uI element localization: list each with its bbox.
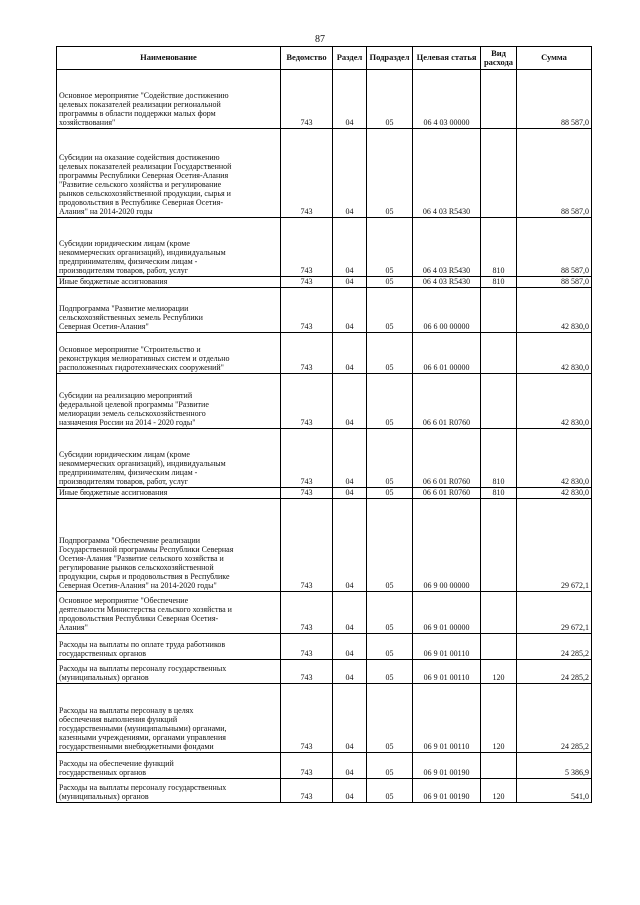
cell-name: Субсидии юридическим лицам (кроме некоммерческих организаций), индивидуальным предпринимателям, физическим лицам - производителям товаров, работ, услуг bbox=[57, 429, 281, 488]
cell-target-item: 06 9 01 00110 bbox=[413, 684, 481, 753]
cell-amount: 24 285,2 bbox=[517, 684, 592, 753]
cell-target-item: 06 9 00 00000 bbox=[413, 499, 481, 592]
cell-section: 04 bbox=[333, 660, 367, 684]
cell-amount: 24 285,2 bbox=[517, 660, 592, 684]
header-expense-type: Вид расхода bbox=[481, 47, 517, 70]
cell-target-item: 06 9 01 00000 bbox=[413, 592, 481, 634]
cell-section: 04 bbox=[333, 277, 367, 288]
cell-name: Субсидии на реализацию мероприятий федеральной целевой программы "Развитие мелиорации земель сельскохозяйственного назначения России на 2014 - 2020 годы" bbox=[57, 374, 281, 429]
cell-expense-type bbox=[481, 129, 517, 218]
cell-subsection: 05 bbox=[367, 70, 413, 129]
table-row bbox=[57, 218, 592, 277]
cell-section: 04 bbox=[333, 70, 367, 129]
table-body bbox=[57, 70, 592, 803]
cell-section: 04 bbox=[333, 592, 367, 634]
cell-amount: 42 830,0 bbox=[517, 333, 592, 374]
cell-section: 04 bbox=[333, 488, 367, 499]
cell-subsection: 05 bbox=[367, 374, 413, 429]
cell-subsection: 05 bbox=[367, 779, 413, 803]
cell-section: 04 bbox=[333, 684, 367, 753]
header-section: Раздел bbox=[333, 47, 367, 70]
cell-target-item: 06 9 01 00110 bbox=[413, 660, 481, 684]
cell-target-item: 06 6 01 R0760 bbox=[413, 429, 481, 488]
header-row bbox=[57, 47, 592, 70]
cell-expense-type: 120 bbox=[481, 684, 517, 753]
cell-subsection: 05 bbox=[367, 499, 413, 592]
cell-amount: 88 587,0 bbox=[517, 218, 592, 277]
cell-expense-type: 810 bbox=[481, 429, 517, 488]
cell-department: 743 bbox=[281, 218, 333, 277]
cell-target-item: 06 4 03 00000 bbox=[413, 70, 481, 129]
cell-target-item: 06 9 01 00190 bbox=[413, 779, 481, 803]
table-row bbox=[57, 779, 592, 803]
table-row bbox=[57, 488, 592, 499]
cell-target-item: 06 6 01 R0760 bbox=[413, 374, 481, 429]
cell-department: 743 bbox=[281, 499, 333, 592]
cell-target-item: 06 9 01 00110 bbox=[413, 634, 481, 660]
cell-section: 04 bbox=[333, 129, 367, 218]
header-name: Наименование bbox=[57, 47, 281, 70]
cell-subsection: 05 bbox=[367, 753, 413, 779]
cell-expense-type bbox=[481, 333, 517, 374]
table-row bbox=[57, 374, 592, 429]
header-subsection: Подраздел bbox=[367, 47, 413, 70]
cell-amount: 42 830,0 bbox=[517, 288, 592, 333]
cell-name: Расходы на выплаты персоналу государственных (муниципальных) органов bbox=[57, 660, 281, 684]
cell-department: 743 bbox=[281, 660, 333, 684]
cell-name: Иные бюджетные ассигнования bbox=[57, 488, 281, 499]
cell-target-item: 06 4 03 R5430 bbox=[413, 218, 481, 277]
budget-table bbox=[56, 46, 592, 803]
cell-target-item: 06 9 01 00190 bbox=[413, 753, 481, 779]
cell-subsection: 05 bbox=[367, 218, 413, 277]
cell-section: 04 bbox=[333, 218, 367, 277]
table-row bbox=[57, 429, 592, 488]
cell-amount: 42 830,0 bbox=[517, 488, 592, 499]
cell-department: 743 bbox=[281, 634, 333, 660]
cell-name: Подпрограмма "Развитие мелиорации сельскохозяйственных земель Республики Северная Осетия-Алания" bbox=[57, 288, 281, 333]
cell-department: 743 bbox=[281, 374, 333, 429]
cell-department: 743 bbox=[281, 488, 333, 499]
cell-amount: 541,0 bbox=[517, 779, 592, 803]
header-department: Ведомство bbox=[281, 47, 333, 70]
table-row bbox=[57, 684, 592, 753]
cell-name: Расходы на выплаты персоналу государственных (муниципальных) органов bbox=[57, 779, 281, 803]
cell-name: Расходы на обеспечение функций государственных органов bbox=[57, 753, 281, 779]
cell-department: 743 bbox=[281, 70, 333, 129]
header-amount: Сумма bbox=[517, 47, 592, 70]
cell-name: Основное мероприятие "Обеспечение деятельности Министерства сельского хозяйства и продовольствия Республики Северная Осетия- Алания" bbox=[57, 592, 281, 634]
cell-target-item: 06 6 01 R0760 bbox=[413, 488, 481, 499]
table-row bbox=[57, 592, 592, 634]
cell-amount: 29 672,1 bbox=[517, 499, 592, 592]
page-number: 87 bbox=[315, 34, 325, 45]
header-target-item: Целевая статья bbox=[413, 47, 481, 70]
table-row bbox=[57, 499, 592, 592]
cell-name: Подпрограмма "Обеспечение реализации Государственной программы Республики Северная Осетия-Алания "Развитие сельского хозяйства и регулирование рынков сельскохозяйственной продукции, сырья и продовольствия в Республике Северная Осетия-Алания" на 2014-2020 годы" bbox=[57, 499, 281, 592]
cell-expense-type bbox=[481, 499, 517, 592]
cell-name: Субсидии на оказание содействия достижению целевых показателей реализации Государственной программы Республики Северная Осетия-Алания "Развитие сельского хозяйства и регулирование рынков сельскохозяйственной продукции, сырья и продовольствия в Республике Северная Осетия- Алания" на 2014-2020 годы bbox=[57, 129, 281, 218]
cell-target-item: 06 6 00 00000 bbox=[413, 288, 481, 333]
cell-department: 743 bbox=[281, 684, 333, 753]
table-header bbox=[57, 47, 592, 70]
table-row bbox=[57, 277, 592, 288]
table-row bbox=[57, 660, 592, 684]
cell-target-item: 06 4 03 R5430 bbox=[413, 277, 481, 288]
table-row bbox=[57, 288, 592, 333]
cell-name: Расходы на выплаты персоналу в целях обеспечения выполнения функций государственными (муниципальными) органами, казенными учреждениями, органами управления государственными внебюджетными фондами bbox=[57, 684, 281, 753]
cell-amount: 88 587,0 bbox=[517, 129, 592, 218]
cell-expense-type bbox=[481, 634, 517, 660]
cell-amount: 29 672,1 bbox=[517, 592, 592, 634]
cell-amount: 88 587,0 bbox=[517, 277, 592, 288]
table-row bbox=[57, 634, 592, 660]
cell-section: 04 bbox=[333, 753, 367, 779]
cell-department: 743 bbox=[281, 779, 333, 803]
cell-department: 743 bbox=[281, 753, 333, 779]
cell-subsection: 05 bbox=[367, 288, 413, 333]
cell-expense-type bbox=[481, 753, 517, 779]
cell-name: Основное мероприятие "Строительство и реконструкция мелиоративных систем и отдельно расположенных гидротехнических сооружений" bbox=[57, 333, 281, 374]
cell-name: Основное мероприятие "Содействие достижению целевых показателей реализации региональной программы в области поддержки малых форм хозяйствования" bbox=[57, 70, 281, 129]
cell-section: 04 bbox=[333, 333, 367, 374]
cell-expense-type bbox=[481, 288, 517, 333]
cell-subsection: 05 bbox=[367, 429, 413, 488]
cell-expense-type: 810 bbox=[481, 277, 517, 288]
cell-subsection: 05 bbox=[367, 129, 413, 218]
cell-expense-type bbox=[481, 592, 517, 634]
table-row bbox=[57, 129, 592, 218]
cell-department: 743 bbox=[281, 288, 333, 333]
cell-section: 04 bbox=[333, 499, 367, 592]
cell-amount: 5 386,9 bbox=[517, 753, 592, 779]
cell-subsection: 05 bbox=[367, 634, 413, 660]
table-row bbox=[57, 753, 592, 779]
table-row bbox=[57, 333, 592, 374]
cell-expense-type: 810 bbox=[481, 218, 517, 277]
cell-amount: 88 587,0 bbox=[517, 70, 592, 129]
cell-subsection: 05 bbox=[367, 277, 413, 288]
cell-expense-type bbox=[481, 374, 517, 429]
cell-subsection: 05 bbox=[367, 488, 413, 499]
cell-subsection: 05 bbox=[367, 660, 413, 684]
cell-expense-type: 810 bbox=[481, 488, 517, 499]
cell-section: 04 bbox=[333, 779, 367, 803]
cell-department: 743 bbox=[281, 129, 333, 218]
cell-department: 743 bbox=[281, 429, 333, 488]
cell-expense-type: 120 bbox=[481, 779, 517, 803]
cell-expense-type: 120 bbox=[481, 660, 517, 684]
cell-amount: 42 830,0 bbox=[517, 429, 592, 488]
cell-department: 743 bbox=[281, 333, 333, 374]
cell-amount: 42 830,0 bbox=[517, 374, 592, 429]
cell-name: Субсидии юридическим лицам (кроме некоммерческих организаций), индивидуальным предпринимателям, физическим лицам - производителям товаров, работ, услуг bbox=[57, 218, 281, 277]
cell-department: 743 bbox=[281, 592, 333, 634]
cell-amount: 24 285,2 bbox=[517, 634, 592, 660]
cell-department: 743 bbox=[281, 277, 333, 288]
cell-target-item: 06 4 03 R5430 bbox=[413, 129, 481, 218]
cell-subsection: 05 bbox=[367, 333, 413, 374]
cell-subsection: 05 bbox=[367, 684, 413, 753]
cell-target-item: 06 6 01 00000 bbox=[413, 333, 481, 374]
cell-expense-type bbox=[481, 70, 517, 129]
cell-section: 04 bbox=[333, 374, 367, 429]
cell-section: 04 bbox=[333, 288, 367, 333]
cell-name: Расходы на выплаты по оплате труда работников государственных органов bbox=[57, 634, 281, 660]
cell-name: Иные бюджетные ассигнования bbox=[57, 277, 281, 288]
cell-section: 04 bbox=[333, 634, 367, 660]
cell-subsection: 05 bbox=[367, 592, 413, 634]
table-row bbox=[57, 70, 592, 129]
cell-section: 04 bbox=[333, 429, 367, 488]
